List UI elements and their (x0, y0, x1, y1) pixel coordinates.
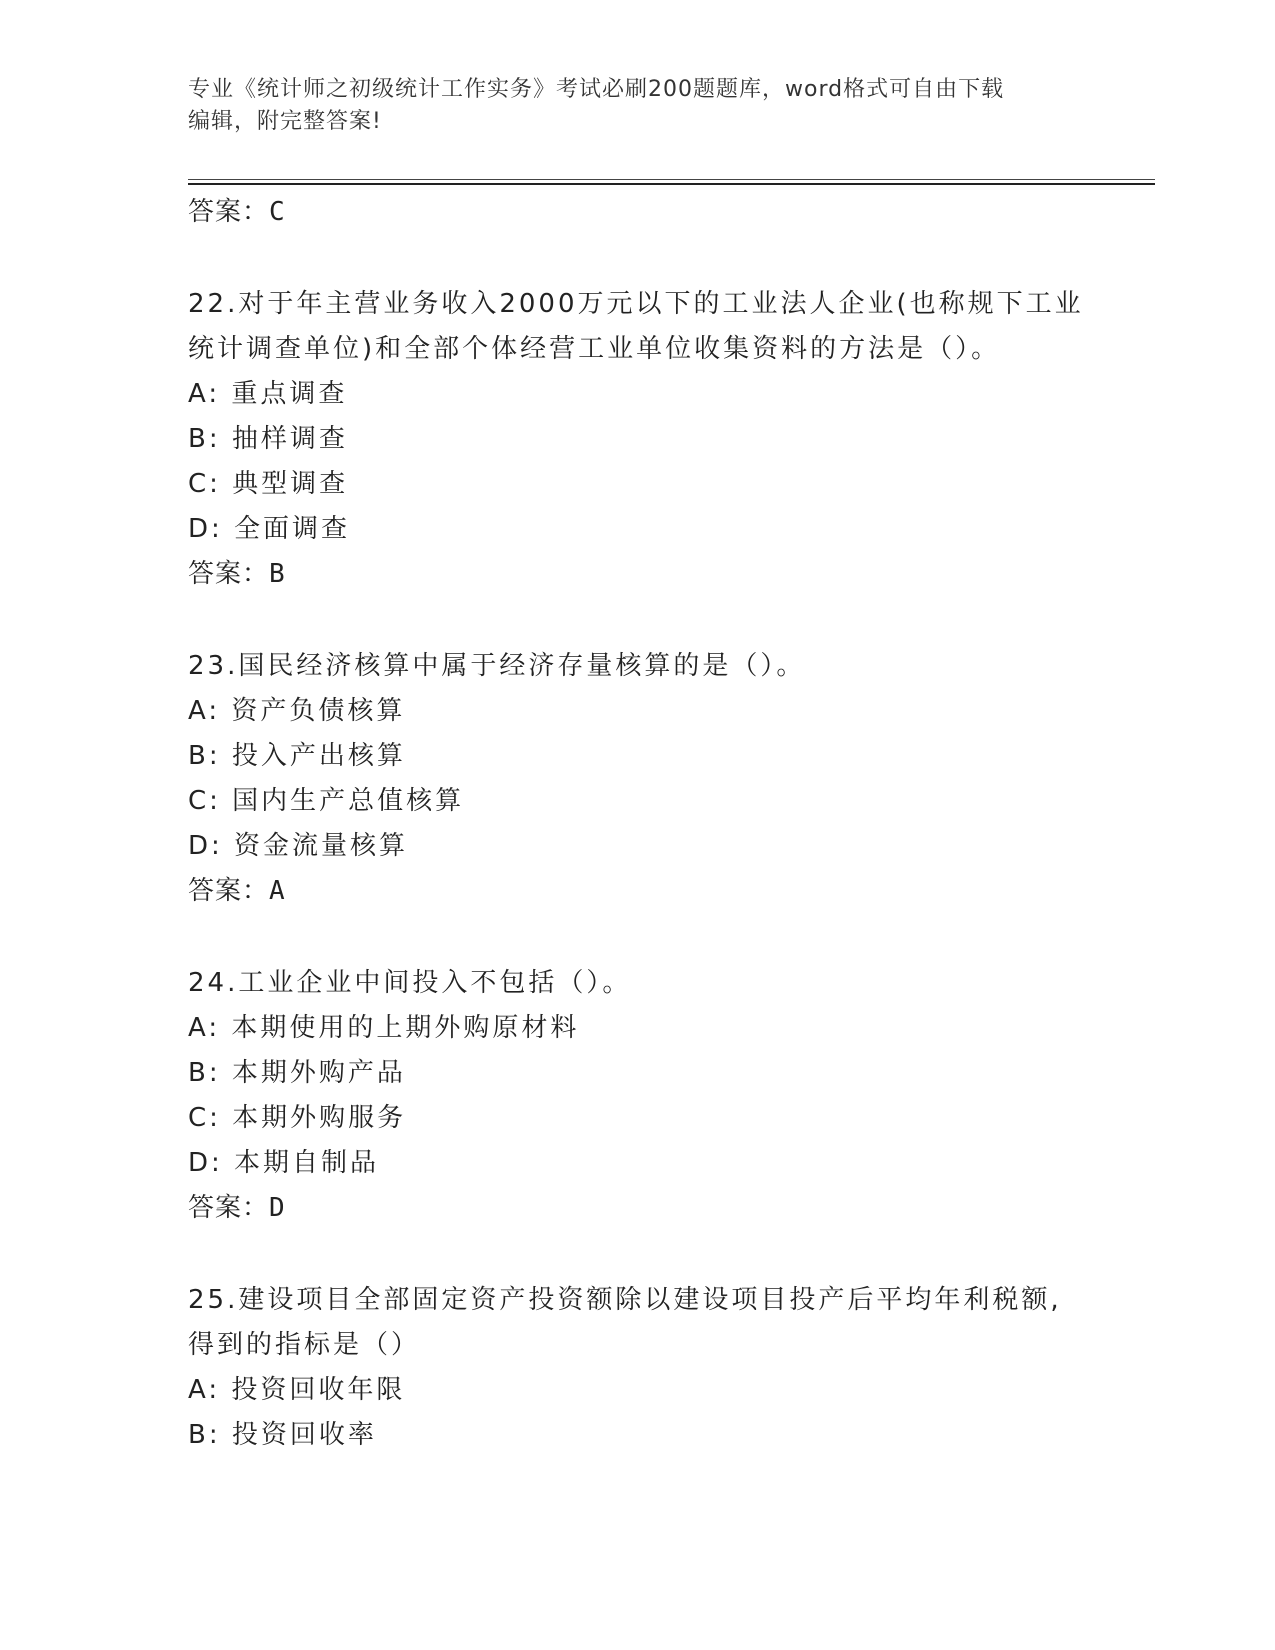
option-d: D: 本期自制品 (188, 1148, 380, 1178)
question-stem-line: 得到的指标是（） (188, 1330, 421, 1360)
question-stem-line: 统计调查单位)和全部个体经营工业单位收集资料的方法是（）。 (188, 334, 1001, 364)
document-header (188, 74, 1068, 138)
answer-line (188, 552, 1088, 597)
question-stem-line: 23.国民经济核算中属于经济存量核算的是（）。 (188, 651, 806, 681)
question-block (188, 961, 1088, 1231)
question-block (188, 644, 1088, 914)
question-stem-line: 25.建设项目全部固定资产投资额除以建设项目投产后平均年利税额, (188, 1285, 1062, 1315)
answer-line (188, 1186, 1088, 1231)
option-d: D: 资金流量核算 (188, 831, 409, 861)
option-a: A: 投资回收年限 (188, 1375, 406, 1405)
option-a: A: 本期使用的上期外购原材料 (188, 1013, 580, 1043)
question-stem-line: 24.工业企业中间投入不包括（）。 (188, 968, 632, 998)
answer-value: D (269, 1193, 285, 1223)
option-b: B: 抽样调查 (188, 424, 348, 454)
question-block (188, 282, 1088, 597)
header-line-2: 编辑，附完整答案! (188, 109, 382, 134)
answer-line (188, 869, 1088, 914)
option-c: C: 本期外购服务 (188, 1103, 407, 1133)
answer-label: 答案： (188, 559, 270, 589)
option-b: B: 投入产出核算 (188, 741, 406, 771)
answer-value: A (269, 876, 285, 906)
question-block (188, 1278, 1088, 1458)
option-a: A: 重点调查 (188, 379, 348, 409)
header-line-1: 专业《统计师之初级统计工作实务》考试必刷200题题库，word格式可自由下载 (188, 77, 1005, 102)
option-c: C: 典型调查 (188, 469, 349, 499)
option-d: D: 全面调查 (188, 514, 351, 544)
header-divider-thin (188, 179, 1155, 180)
answer-label: 答案： (188, 197, 270, 227)
question-stem-line: 22.对于年主营业务收入2000万元以下的工业法人企业(也称规下工业 (188, 289, 1084, 319)
header-divider-thick (188, 183, 1155, 185)
answer-value: C (269, 197, 285, 227)
option-b: B: 本期外购产品 (188, 1058, 406, 1088)
option-a: A: 资产负债核算 (188, 696, 406, 726)
option-c: C: 国内生产总值核算 (188, 786, 465, 816)
option-b: B: 投资回收率 (188, 1420, 377, 1450)
answer-label: 答案： (188, 876, 270, 906)
question-list (188, 190, 1088, 1458)
answer-line (188, 190, 1088, 235)
answer-label: 答案： (188, 1193, 270, 1223)
answer-value: B (269, 559, 285, 589)
